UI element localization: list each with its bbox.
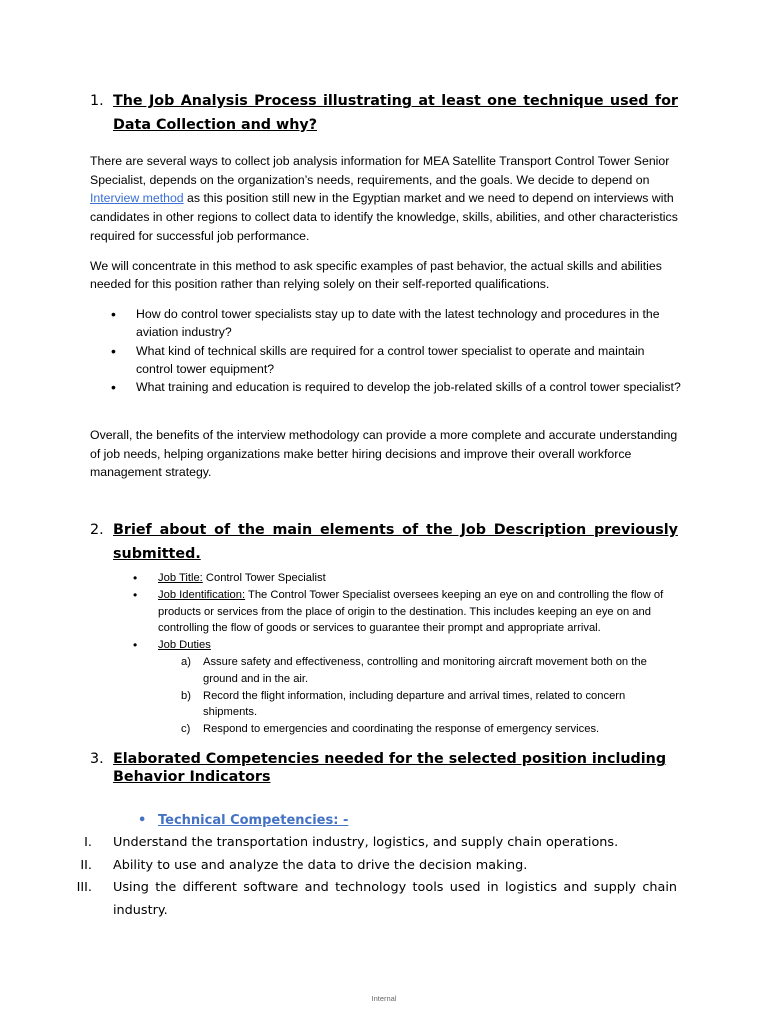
section-3-heading <box>90 750 678 786</box>
section-3-title-line-2: Behavior Indicators <box>113 769 271 785</box>
job-duties-list <box>181 654 671 738</box>
section-2-title-line-1: Brief about of the main elements of the Job Description previously <box>113 522 678 538</box>
section-2-heading <box>90 518 678 566</box>
section-1-heading <box>90 89 678 137</box>
footer-classification: Internal <box>371 994 397 1003</box>
job-identification-label: Job Identification: <box>158 588 246 601</box>
job-description-list <box>133 570 673 654</box>
list-item: • How do control tower specialists stay up to date with the latest technology and procedures in the aviation industry? <box>111 305 681 342</box>
job-duties-label: Job Duties <box>158 639 211 652</box>
list-item: a) Assure safety and effectiveness, controlling and monitoring aircraft movement both on the ground and in the air. <box>181 656 647 685</box>
list-item: I. Understand the transportation industry, logistics, and supply chain operations. <box>84 835 619 850</box>
list-item: II. Ability to use and analyze the data to drive the decision making. <box>80 857 528 873</box>
section-1-title-line-1: The Job Analysis Process illustrating at least one technique used for <box>113 93 678 109</box>
section-3-number: 3. <box>90 751 104 767</box>
list-item <box>133 637 673 654</box>
list-item: b) Record the flight information, including departure and arrival times, related to concern shipments. <box>181 689 626 719</box>
interview-method-link[interactable]: Interview method <box>90 191 184 206</box>
interview-questions-list <box>111 305 681 396</box>
section-1-number: 1. <box>90 93 104 109</box>
paragraph-intro: There are several ways to collect job analysis information for MEA Satellite Transport Control Tower Senior Specialist, depends on the organization’s needs, requirements, and the goals. We decide to depend on Interview method as this position still new in the Egyptian market and we need to depend on interviews with candidates in other regions to collect data to identify the knowledge, skills, abilities, and other characteristics required for successful job performance. <box>90 154 678 243</box>
paragraph-conclusion: Overall, the benefits of the interview methodology can provide a more complete and accurate understanding of job needs, helping organizations make better hiring decisions and improve their overall workforce management strategy. <box>90 428 678 480</box>
list-item: c) Respond to emergencies and coordinating the response of emergency services. <box>181 723 600 736</box>
bullet-icon: • <box>138 813 147 828</box>
section-3-title-line-1: Elaborated Competencies needed for the selected position including <box>113 751 667 767</box>
section-2-number: 2. <box>90 522 104 538</box>
list-item: • Job Identification: The Control Tower Specialist oversees keeping an eye on and controlling the flow of products or services from the place of origin to the destination. This includes keeping an eye on and controlling the flow of goods or services to guarantee their prompt and appropriate arrival. <box>133 587 673 637</box>
technical-competencies-heading: • Technical Competencies: - <box>138 813 349 828</box>
section-1-title-line-2: Data Collection and why? <box>113 117 318 133</box>
list-item: • Job Title: Control Tower Specialist <box>133 570 673 587</box>
job-title-label: Job Title: <box>158 572 203 584</box>
list-item: III. Using the different software and technology tools used in logistics and supply chain industry. <box>76 880 677 918</box>
paragraph-method: We will concentrate in this method to ask specific examples of past behavior, the actual skills and abilities needed for this position rather than relying solely on their self-reported qualifications. <box>90 258 662 292</box>
technical-competencies-list <box>60 832 677 922</box>
list-item: • What training and education is required to develop the job-related skills of a control tower specialist? <box>111 378 681 396</box>
section-1-body <box>90 152 680 294</box>
section-2-title-line-2: submitted. <box>113 546 201 562</box>
list-item: • What kind of technical skills are required for a control tower specialist to operate and maintain control tower equipment? <box>111 342 681 379</box>
